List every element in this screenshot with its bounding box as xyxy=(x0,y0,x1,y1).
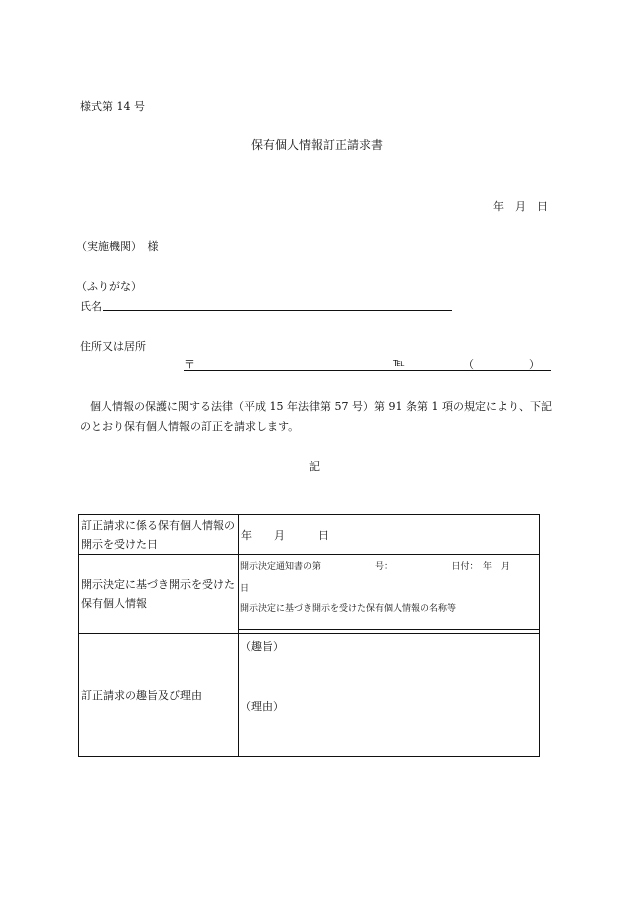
ki-heading: 記 xyxy=(309,460,320,473)
notice-number-line: 開示決定通知書の第 号： 日付： 年 月 xyxy=(240,562,511,572)
body-text-line-1: 個人情報の保護に関する法律（平成 15 年法律第 57 号）第 91 条第 1 項の規定により、下記 xyxy=(90,400,552,413)
opened-date-field[interactable] xyxy=(239,515,540,555)
disclosed-info-label xyxy=(79,555,239,634)
notice-day: 日 xyxy=(240,584,250,594)
disclosed-info-label-text: 開示決定に基づき開示を受けた保有個人情報 xyxy=(81,578,235,610)
reason-label: （理由） xyxy=(240,700,284,713)
address-label: 住所又は居所 xyxy=(80,340,146,353)
page-title: 保有個人情報訂正請求書 xyxy=(251,138,384,152)
body-text-line-2: のとおり保有個人情報の訂正を請求します。 xyxy=(80,420,300,433)
furigana-label: （ふりがな） xyxy=(76,280,142,293)
phone-icon: ℡ xyxy=(393,356,405,369)
purpose-reason-label xyxy=(79,634,239,757)
disclosed-info-name: 開示決定に基づき開示を受けた保有個人情報の名称等 xyxy=(240,604,457,614)
disclosed-info-field[interactable] xyxy=(239,555,540,634)
table-row xyxy=(79,555,540,634)
opened-date-value: 年 月 日 xyxy=(241,528,329,542)
request-table xyxy=(78,514,540,757)
notice-divider xyxy=(239,629,540,630)
table-row xyxy=(79,634,540,757)
addressee: （実施機関） 様 xyxy=(76,240,159,253)
name-underline xyxy=(103,310,452,311)
phone-paren: （ ） xyxy=(463,358,540,371)
address-underline xyxy=(184,370,551,371)
purpose-reason-field[interactable] xyxy=(239,634,540,757)
name-label: 氏名 xyxy=(80,300,102,313)
form-number: 様式第 14 号 xyxy=(80,100,145,113)
purpose-label: （趣旨） xyxy=(240,640,284,653)
postal-icon: 〒 xyxy=(184,358,195,371)
opened-date-label xyxy=(79,515,239,555)
purpose-reason-label-text: 訂正請求の趣旨及び理由 xyxy=(81,689,202,702)
table-row xyxy=(79,515,540,555)
date-line: 年 月 日 xyxy=(493,200,548,213)
opened-date-label-text: 訂正請求に係る保有個人情報の開示を受けた日 xyxy=(81,518,235,551)
